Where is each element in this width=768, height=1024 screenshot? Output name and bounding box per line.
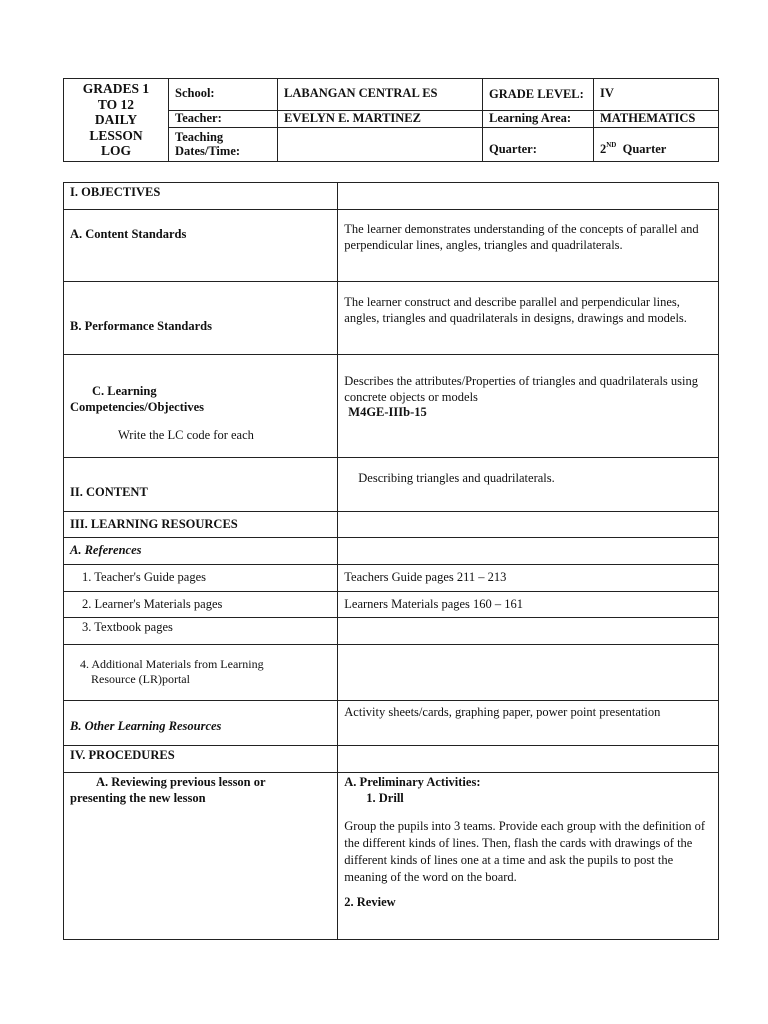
learning-area-value: MATHEMATICS: [594, 110, 719, 127]
dates-label-line: Teaching: [175, 129, 224, 144]
references-value: [338, 538, 719, 565]
title-line: LOG: [100, 143, 131, 159]
grade-level-value: IV: [594, 79, 719, 111]
performance-standards-label: B. Performance Standards: [64, 282, 338, 355]
review-heading: 2. Review: [344, 895, 396, 910]
title-line: DAILY: [94, 112, 138, 128]
school-value: LABANGAN CENTRAL ES: [278, 79, 483, 111]
school-label: School:: [169, 79, 278, 111]
review-lesson-label: [64, 773, 338, 940]
dates-label-line: Dates/Time:: [175, 144, 241, 159]
title-line: TO 12: [97, 96, 135, 112]
objectives-value: [338, 183, 719, 210]
title-line: LESSON: [89, 127, 143, 143]
competencies-label-line: C. Learning: [92, 384, 157, 398]
additional-materials-label: [64, 645, 338, 701]
teachers-guide-label: 1. Teacher's Guide pages: [64, 565, 338, 592]
grade-level-label: GRADE LEVEL:: [483, 79, 594, 111]
header-table: [63, 78, 719, 162]
textbook-label: 3. Textbook pages: [64, 618, 338, 645]
quarter-label: Quarter:: [483, 127, 594, 161]
quarter-value: [594, 127, 719, 161]
competencies-note: Write the LC code for each: [118, 428, 254, 443]
lesson-table: [63, 182, 719, 940]
learning-area-label: Learning Area:: [483, 110, 594, 127]
performance-standards-text: The learner construct and describe parallel and perpendicular lines, angles, triangles and quadrilaterals in designs, drawings and models.: [338, 282, 719, 355]
competencies-code: M4GE-IIIb-15: [348, 405, 427, 420]
additional-label-line: Resource (LR)portal: [91, 672, 190, 686]
review-label-line: A. Reviewing previous lesson or: [96, 775, 266, 789]
procedures-value: [338, 746, 719, 773]
content-heading: II. CONTENT: [64, 458, 338, 512]
other-resources-value: Activity sheets/cards, graphing paper, power point presentation: [338, 701, 719, 746]
teacher-label: Teacher:: [169, 110, 278, 127]
review-lesson-value: [338, 773, 719, 940]
title-line: GRADES 1: [82, 81, 150, 96]
quarter-number: 2: [600, 141, 607, 156]
resources-value: [338, 512, 719, 538]
competencies-text: Describes the attributes/Properties of triangles and quadrilaterals using concrete objects or models: [344, 374, 698, 404]
content-standards-text: The learner demonstrates understanding of the concepts of parallel and perpendicular lines, angles, triangles and quadrilaterals.: [338, 210, 719, 282]
content-text: Describing triangles and quadrilaterals.: [338, 458, 719, 512]
dll-title: [64, 79, 169, 162]
review-label-line: presenting the new lesson: [70, 790, 206, 805]
drill-heading: 1. Drill: [366, 790, 404, 805]
teaching-dates-label: [169, 127, 278, 161]
learners-materials-label: 2. Learner's Materials pages: [64, 592, 338, 618]
learners-materials-value: Learners Materials pages 160 – 161: [338, 592, 719, 618]
quarter-word: Quarter: [622, 141, 667, 156]
competencies-label-line: Competencies/Objectives: [70, 399, 204, 414]
resources-heading: III. LEARNING RESOURCES: [64, 512, 338, 538]
competencies-value: [338, 355, 719, 458]
procedures-heading: IV. PROCEDURES: [64, 746, 338, 773]
competencies-label: [64, 355, 338, 458]
other-resources-label: B. Other Learning Resources: [64, 701, 338, 746]
additional-label-line: 4. Additional Materials from Learning: [80, 657, 264, 671]
textbook-value: [338, 618, 719, 645]
quarter-suffix: ND: [606, 140, 617, 149]
additional-materials-value: [338, 645, 719, 701]
preliminary-activities-heading: A. Preliminary Activities:: [344, 775, 481, 789]
teachers-guide-value: Teachers Guide pages 211 – 213: [338, 565, 719, 592]
references-label: A. References: [64, 538, 338, 565]
objectives-heading: I. OBJECTIVES: [64, 183, 338, 210]
teaching-dates-value: [278, 127, 483, 161]
content-standards-label: A. Content Standards: [64, 210, 338, 282]
drill-text: Group the pupils into 3 teams. Provide each group with the definition of the different kinds of lines. Then, flash the cards with drawings of the different kinds of lines one at a time and ask the pupils to post the meaning of the word on the board.: [344, 819, 705, 885]
teacher-value: EVELYN E. MARTINEZ: [278, 110, 483, 127]
